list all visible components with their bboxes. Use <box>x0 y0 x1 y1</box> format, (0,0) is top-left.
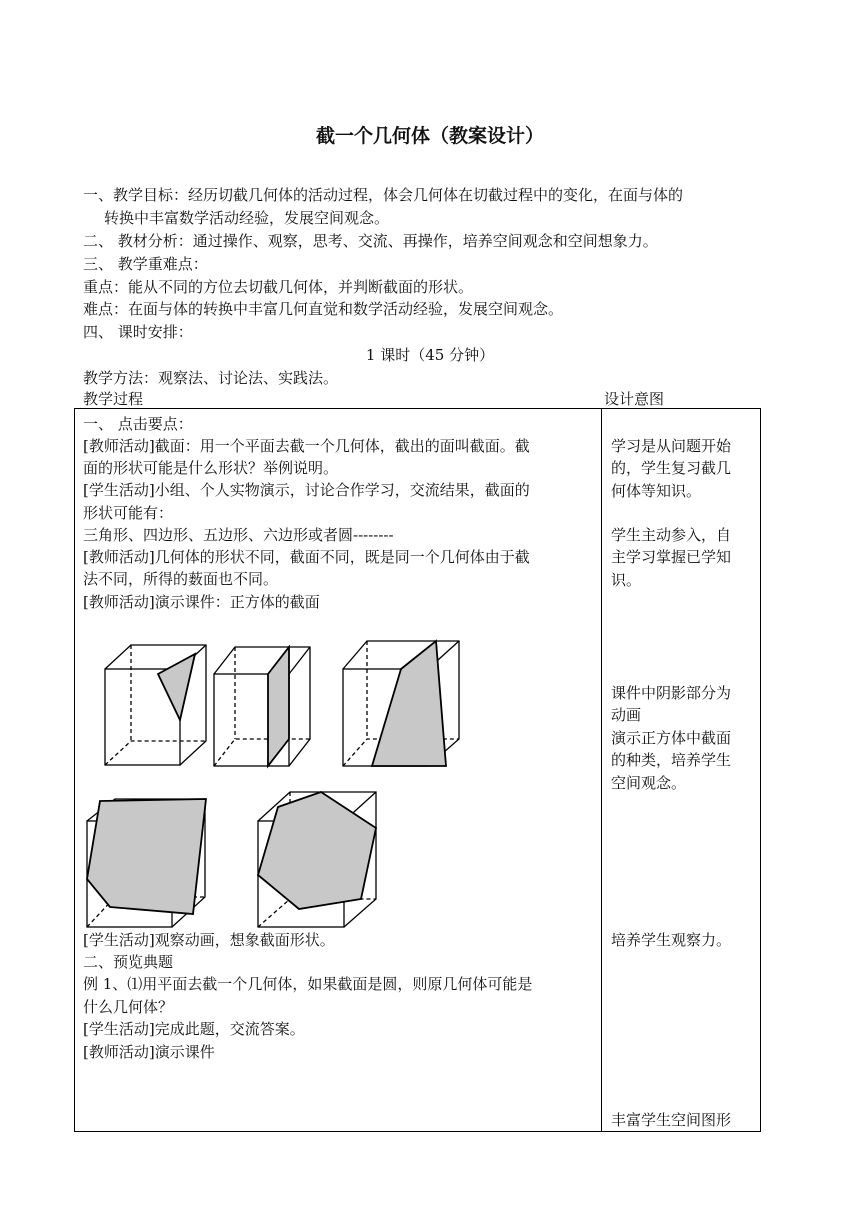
material-analysis: 二、 教材分析：通过操作、观察，思考、交流、再操作，培养空间观念和空间想象力。 <box>83 232 658 250</box>
process-line: [教师活动]演示课件：正方体的截面 <box>83 593 320 611</box>
cube-trapezoid-section <box>343 641 459 766</box>
process-line: 二、预览典题 <box>83 953 174 971</box>
intent-line: 空间观念。 <box>611 773 687 792</box>
process-line: 例 1、⑴用平面去截一个几何体，如果截面是圆，则原几何体可能是 <box>83 975 533 993</box>
process-line: [教师活动]演示课件 <box>83 1043 215 1061</box>
intent-note-5: 丰富学生空间图形 <box>611 1111 732 1129</box>
key-points-heading: 三、 教学重难点： <box>83 255 208 273</box>
process-line: 形状可能有： <box>83 504 174 522</box>
process-line: [学生活动]小组、个人实物演示，讨论合作学习，交流结果，截面的 <box>83 481 530 499</box>
intent-line: 演示正方体中截面 <box>611 728 732 747</box>
objective-line-2: 转换中丰富数学活动经验，发展空间观念。 <box>104 209 390 227</box>
schedule-heading: 四、 课时安排： <box>83 323 193 341</box>
intent-line: 主学习掌握已学知 <box>611 548 732 567</box>
intent-note-3 <box>611 682 756 794</box>
cube-triangle-section <box>105 645 206 765</box>
intent-line: 的种类，培养学生 <box>611 751 732 770</box>
intent-line: 何体等知识。 <box>611 481 702 500</box>
lesson-table <box>74 408 761 1132</box>
cube-pentagon-section <box>87 799 206 927</box>
process-line: 一、 点击要点： <box>83 415 193 433</box>
intent-note-1 <box>611 435 756 502</box>
process-line: 面的形状可能是什么形状？举例说明。 <box>83 459 339 477</box>
intent-line: 学习是从问题开始 <box>611 437 732 455</box>
intent-line: 动画 <box>611 706 642 725</box>
process-line: 法不同，所得的薮面也不同。 <box>83 570 279 588</box>
cube-rectangle-section <box>214 647 310 766</box>
document-title: 截一个几何体（教案设计） <box>315 125 544 147</box>
cube-sections-figure <box>75 409 601 929</box>
schedule: 1 课时（45 分钟） <box>365 346 495 364</box>
process-line: 三角形、四边形、五边形、六边形或者圆-------- <box>83 526 394 544</box>
intent-line: 学生主动参入，自 <box>611 526 732 544</box>
process-line: [教师活动]截面：用一个平面去截一个几何体，截出的面叫截面。截 <box>83 437 530 455</box>
intent-note-4: 培养学生观察力。 <box>611 931 732 949</box>
column-header-intent: 设计意图 <box>604 390 665 408</box>
intent-line: 课件中阴影部分为 <box>611 684 732 702</box>
column-divider <box>601 409 602 1131</box>
teaching-method: 教学方法：观察法、讨论法、实践法。 <box>83 369 339 387</box>
key-point: 重点：能从不同的方位去切截几何体，并判断截面的形状。 <box>83 278 474 296</box>
intent-note-2 <box>611 524 756 591</box>
process-line: [教师活动]几何体的形状不同，截面不同，既是同一个几何体由于截 <box>83 548 530 566</box>
intent-line: 的，学生复习截几 <box>611 459 732 478</box>
column-header-process: 教学过程 <box>83 390 144 408</box>
process-line: [学生活动]完成此题，交流答案。 <box>83 1020 305 1038</box>
cube-hexagon-section <box>258 792 376 927</box>
difficulty: 难点：在面与体的转换中丰富几何直觉和数学活动经验，发展空间观念。 <box>83 300 564 318</box>
process-line: 什么几何体？ <box>83 998 174 1016</box>
objective-line-1: 一、教学目标：经历切截几何体的活动过程，体会几何体在切截过程中的变化，在面与体的 <box>83 186 684 204</box>
process-line: [学生活动]观察动画，想象截面形状。 <box>83 931 335 949</box>
intent-line: 识。 <box>611 570 642 589</box>
